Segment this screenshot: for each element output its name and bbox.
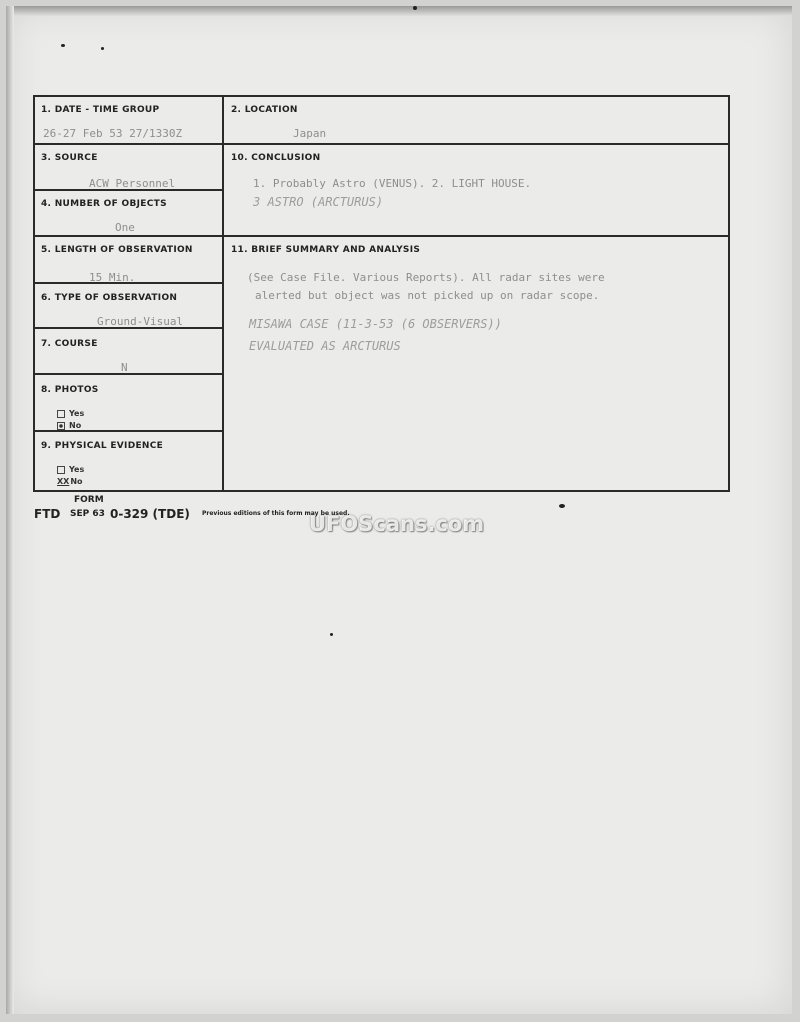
- footer-note: Previous editions of this form may be used.: [202, 510, 350, 517]
- photos-no-checkbox: [57, 422, 65, 430]
- conclusion-handwritten: 3 ASTRO (ARCTURUS): [253, 195, 384, 209]
- dust-speck: [101, 47, 104, 50]
- photos-yes-checkbox: [57, 410, 65, 418]
- physical-evidence-label: 9. PHYSICAL EVIDENCE: [41, 441, 164, 451]
- photos-label: 8. PHOTOS: [41, 385, 99, 395]
- footer-date: SEP 63: [70, 509, 105, 519]
- row-divider: [35, 235, 728, 237]
- summary-handwritten-2: EVALUATED AS ARCTURUS: [249, 339, 401, 353]
- date-time-group-value: 26-27 Feb 53 27/1330Z: [43, 127, 183, 140]
- summary-handwritten-1: MISAWA CASE (11-3-53 (6 OBSERVERS)): [249, 317, 502, 331]
- course-label: 7. COURSE: [41, 339, 98, 349]
- document-sheet: [6, 6, 792, 1014]
- type-of-observation-label: 6. TYPE OF OBSERVATION: [41, 293, 178, 303]
- number-of-objects-label: 4. NUMBER OF OBJECTS: [41, 199, 167, 209]
- length-of-observation-label: 5. LENGTH OF OBSERVATION: [41, 245, 193, 255]
- dust-speck: [330, 633, 333, 636]
- number-of-objects-value: One: [115, 221, 135, 234]
- conclusion-label: 10. CONCLUSION: [231, 153, 321, 163]
- project-card-form: [33, 95, 730, 492]
- type-of-observation-value: Ground-Visual: [97, 315, 184, 328]
- date-time-group-label: 1. DATE - TIME GROUP: [41, 105, 160, 115]
- source-value: ACW Personnel: [89, 177, 176, 190]
- summary-line-1: (See Case File. Various Reports). All radar sites were: [247, 271, 605, 284]
- column-divider: [222, 97, 224, 490]
- brief-summary-label: 11. BRIEF SUMMARY AND ANALYSIS: [231, 245, 421, 255]
- conclusion-line-1: 1. Probably Astro (VENUS). 2. LIGHT HOUSE.: [253, 177, 532, 190]
- dust-speck: [61, 44, 65, 47]
- dust-speck: [559, 504, 565, 508]
- dust-speck: [413, 6, 417, 10]
- length-of-observation-value: 15 Min.: [89, 271, 136, 284]
- summary-line-2: alerted but object was not picked up on radar scope.: [255, 289, 600, 302]
- photos-yes-option: Yes: [57, 409, 84, 418]
- watermark: UFOScans.com: [309, 512, 485, 536]
- row-divider: [35, 373, 222, 375]
- row-divider: [35, 430, 222, 432]
- evidence-no-mark: XX: [57, 477, 70, 486]
- location-label: 2. LOCATION: [231, 105, 298, 115]
- source-label: 3. SOURCE: [41, 153, 98, 163]
- footer-form-number: 0-329 (TDE): [110, 507, 190, 521]
- scan-top-edge: [6, 6, 792, 16]
- footer-form-word: FORM: [74, 495, 104, 505]
- location-value: Japan: [293, 127, 327, 140]
- evidence-yes-checkbox: [57, 466, 65, 474]
- scan-left-edge: [6, 6, 14, 1014]
- evidence-yes-option: Yes: [57, 465, 84, 474]
- photos-no-option: No: [57, 421, 81, 430]
- footer-ftd: FTD: [34, 507, 61, 521]
- course-value: N: [121, 361, 128, 374]
- evidence-no-option: XXNo: [57, 477, 83, 486]
- row-divider: [35, 143, 728, 145]
